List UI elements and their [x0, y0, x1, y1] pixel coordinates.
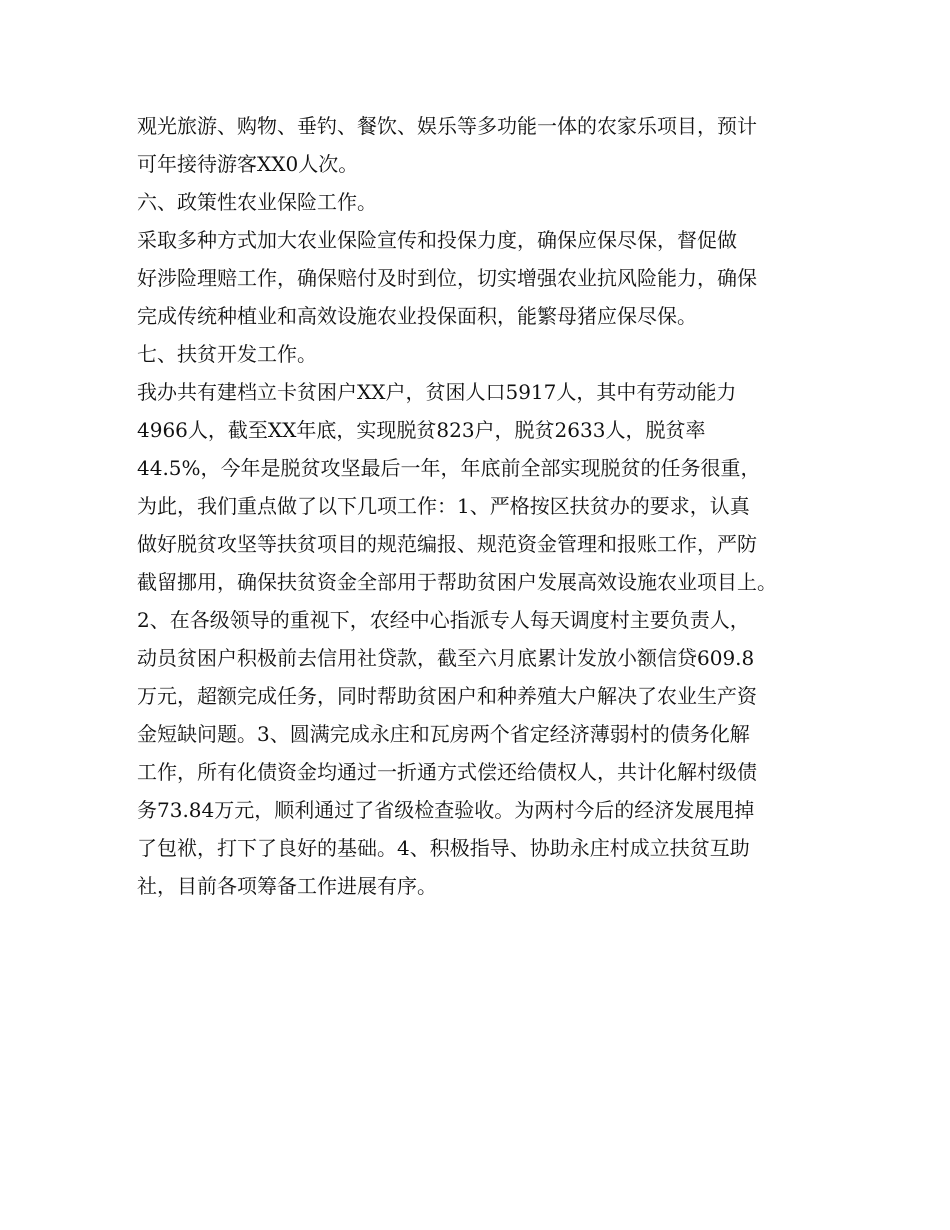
text-line: 万元，超额完成任务，同时帮助贫困户和种养殖大户解决了农业生产资: [137, 684, 757, 708]
text-line: 金短缺问题。3、圆满完成永庄和瓦房两个省定经济薄弱村的债务化解: [137, 722, 750, 746]
text-line: 完成传统种植业和高效设施农业投保面积，能繁母猪应保尽保。: [137, 304, 697, 328]
section-heading: 七、扶贫开发工作。: [137, 342, 317, 366]
text-line: 社，目前各项筹备工作进展有序。: [137, 874, 437, 898]
text-line: 我办共有建档立卡贫困户XX户，贫困人口5917人，其中有劳动能力: [137, 380, 737, 404]
text-line: 4966人，截至XX年底，实现脱贫823户，脱贫2633人，脱贫率: [137, 418, 706, 442]
text-line: 为此，我们重点做了以下几项工作：1、严格按区扶贫办的要求，认真: [137, 494, 750, 518]
text-line: 采取多种方式加大农业保险宣传和投保力度，确保应保尽保，督促做: [137, 228, 737, 252]
text-line: 2、在各级领导的重视下，农经中心指派专人每天调度村主要负责人，: [137, 608, 750, 632]
text-line: 好涉险理赔工作，确保赔付及时到位，切实增强农业抗风险能力，确保: [137, 266, 757, 290]
text-line: 了包袱，打下了良好的基础。4、积极指导、协助永庄村成立扶贫互助: [137, 836, 750, 860]
text-line: 做好脱贫攻坚等扶贫项目的规范编报、规范资金管理和报账工作，严防: [137, 532, 757, 556]
text-line: 44.5%，今年是脱贫攻坚最后一年，年底前全部实现脱贫的任务很重，: [137, 456, 761, 480]
text-line: 工作，所有化债资金均通过一折通方式偿还给债权人，共计化解村级债: [137, 760, 757, 784]
text-line: 可年接待游客XX0人次。: [137, 152, 359, 176]
section-heading: 六、政策性农业保险工作。: [137, 190, 377, 214]
text-line: 动员贫困户积极前去信用社贷款，截至六月底累计发放小额信贷609.8: [137, 646, 755, 670]
text-line: 截留挪用，确保扶贫资金全部用于帮助贫困户发展高效设施农业项目上。: [137, 570, 777, 594]
text-line: 务73.84万元，顺利通过了省级检查验收。为两村今后的经济发展甩掉: [137, 798, 755, 822]
text-line: 观光旅游、购物、垂钓、餐饮、娱乐等多功能一体的农家乐项目，预计: [137, 114, 757, 138]
